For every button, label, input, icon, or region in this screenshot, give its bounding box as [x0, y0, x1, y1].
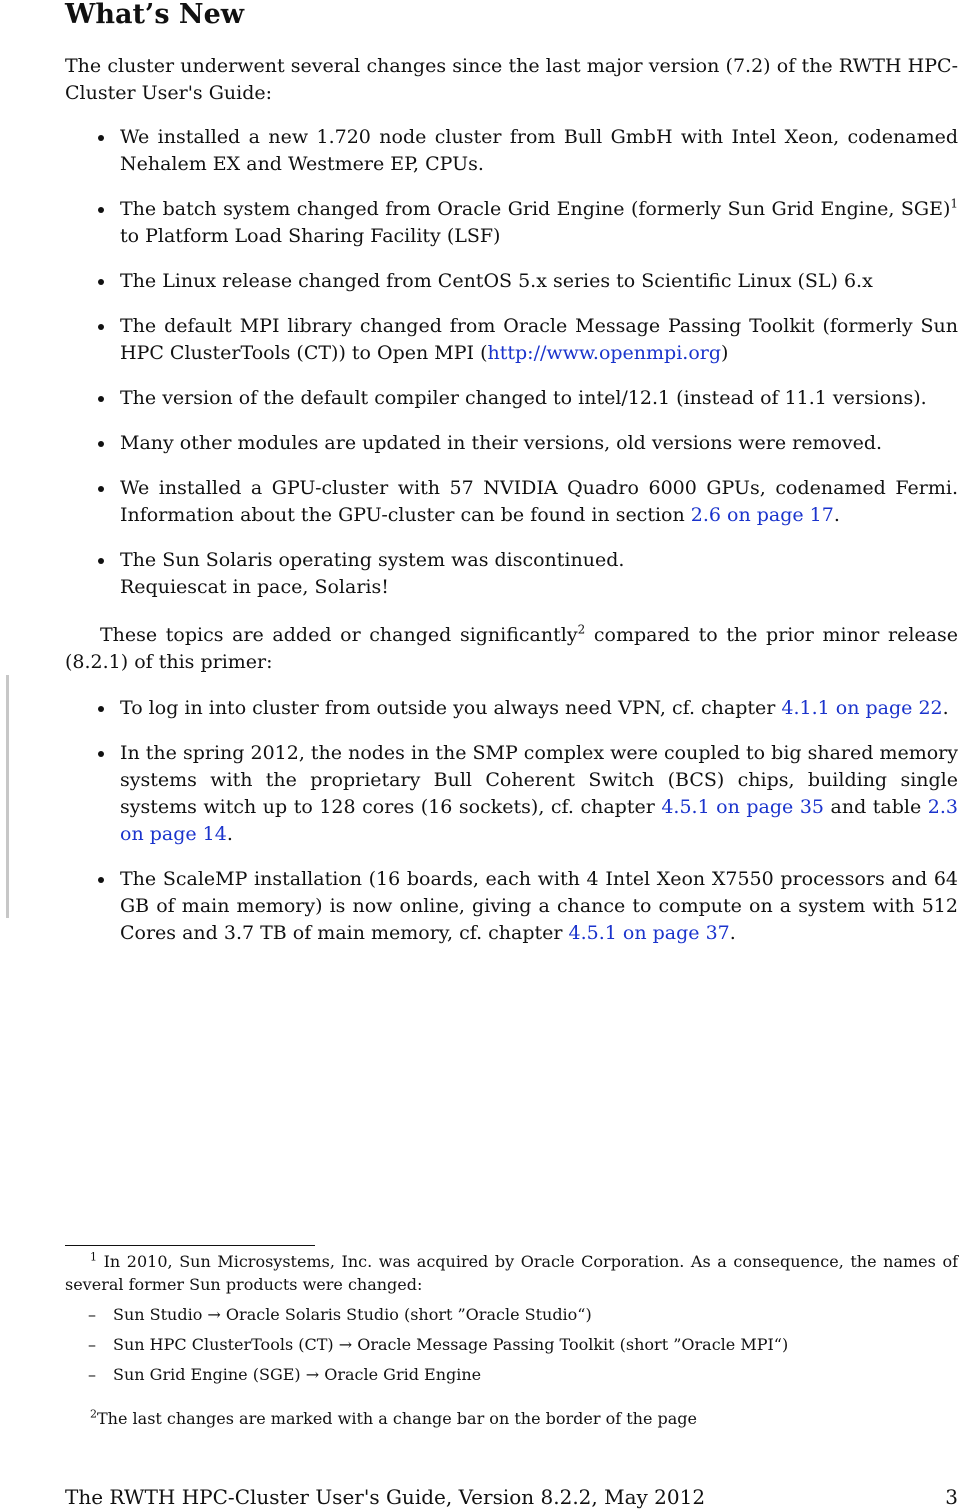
footer-title: The RWTH HPC-Cluster User's Guide, Version 8.2.2, May 2012: [65, 1485, 706, 1509]
topics-intro-text: compared to the prior minor release (8.2.1) of this primer:: [65, 624, 958, 673]
page-footer: [65, 1482, 958, 1512]
list-item-text: The version of the default compiler changed to intel/12.1 (instead of 11.1 versions).: [120, 387, 927, 409]
footnote-1: [65, 1250, 958, 1296]
page-number: 3: [945, 1485, 958, 1509]
list-item-text: .: [226, 823, 233, 845]
list-item: [120, 385, 958, 412]
list-item-text: The batch system changed from Oracle Grid Engine (formerly Sun Grid Engine, SGE): [120, 198, 951, 220]
renamed-products-list: [88, 1300, 788, 1390]
bullet-icon: [98, 135, 104, 141]
footnote-ref[interactable]: 1: [950, 196, 958, 211]
list-item-text: To log in into cluster from outside you always need VPN, cf. chapter: [120, 697, 782, 719]
footnote-number: 1: [90, 1250, 97, 1264]
list-item: [120, 124, 958, 178]
bullet-icon: [98, 324, 104, 330]
bullet-icon: [98, 877, 104, 883]
dash-icon: –: [88, 1335, 96, 1354]
list-item-text: In the spring 2012, the nodes in the SMP complex were coupled to big shared memory systems with the proprietary Bull Coherent Switch (BCS) chips, building single systems witch up to 128 cores (16 sockets), cf. chapter: [120, 742, 958, 818]
list-item: [120, 547, 958, 601]
topics-intro: [65, 622, 958, 676]
list-item-text: The default MPI library changed from Oracle Message Passing Toolkit (formerly Sun HPC ClusterTools (CT)) to Open MPI (: [120, 315, 958, 364]
dash-icon: –: [88, 1305, 96, 1324]
list-item-text: .: [729, 922, 736, 944]
section-link[interactable]: 2.6 on page 17: [690, 504, 834, 526]
list-item-text: Requiescat in pace, Solaris!: [120, 576, 389, 598]
footnote-text: In 2010, Sun Microsystems, Inc. was acquired by Oracle Corporation. As a consequence, the names of several former Sun products were changed:: [65, 1252, 958, 1294]
chapter-link[interactable]: 4.5.1 on page 37: [568, 922, 730, 944]
bullet-icon: [98, 279, 104, 285]
topics-list: [120, 695, 958, 947]
list-item-text: Many other modules are updated in their versions, old versions were removed.: [120, 432, 883, 454]
list-item-text: Sun Studio → Oracle Solaris Studio (short ”Oracle Studio“): [113, 1305, 592, 1324]
list-item: [120, 866, 958, 947]
topics-intro-text: These topics are added or changed significantly: [100, 624, 578, 646]
list-item-text: and table: [824, 796, 928, 818]
changes-list: [120, 124, 958, 601]
table-link[interactable]: 2.3 on page 14: [120, 796, 958, 845]
list-item: [120, 695, 958, 722]
openmpi-link[interactable]: http://www.openmpi.org: [487, 342, 722, 364]
list-item: [120, 475, 958, 529]
list-item-text: Sun HPC ClusterTools (CT) → Oracle Message Passing Toolkit (short ”Oracle MPI“): [113, 1335, 789, 1354]
list-item-text: The Sun Solaris operating system was discontinued.: [120, 549, 625, 571]
list-item-text: The ScaleMP installation (16 boards, each with 4 Intel Xeon X7550 processors and 64 GB of main memory) is now online, giving a chance to compute on a system with 512 Cores and 3.7 TB of main memory, cf. chapter: [120, 868, 958, 944]
bullet-icon: [98, 558, 104, 564]
change-bar: [6, 675, 9, 918]
list-item-text: .: [833, 504, 840, 526]
bullet-icon: [98, 706, 104, 712]
footnote-2: [65, 1407, 958, 1430]
list-item-text: The Linux release changed from CentOS 5.x series to Scientific Linux (SL) 6.x: [120, 270, 873, 292]
chapter-link[interactable]: 4.1.1 on page 22: [781, 697, 943, 719]
list-item-text: We installed a new 1.720 node cluster from Bull GmbH with Intel Xeon, codenamed Nehalem EX and Westmere EP, CPUs.: [120, 126, 958, 175]
page-title: What’s New: [65, 0, 245, 30]
chapter-link[interactable]: 4.5.1 on page 35: [661, 796, 824, 818]
list-item: [120, 268, 958, 295]
bullet-icon: [98, 396, 104, 402]
dash-icon: –: [88, 1365, 96, 1384]
footnote-rule: [65, 1245, 315, 1246]
bullet-icon: [98, 441, 104, 447]
list-item: [120, 313, 958, 367]
bullet-icon: [98, 207, 104, 213]
intro-paragraph: The cluster underwent several changes since the last major version (7.2) of the RWTH HPC-Cluster User's Guide:: [65, 55, 958, 104]
list-item: [120, 740, 958, 848]
list-item-text: We installed a GPU-cluster with 57 NVIDIA Quadro 6000 GPUs, codenamed Fermi. Information about the GPU-cluster can be found in section: [120, 477, 958, 526]
list-item: [88, 1300, 788, 1330]
footnote-ref[interactable]: 2: [577, 622, 586, 637]
footnote-text: The last changes are marked with a change bar on the border of the page: [97, 1409, 698, 1428]
list-item-text: to Platform Load Sharing Facility (LSF): [120, 225, 501, 247]
list-item: [88, 1330, 788, 1360]
list-item: [120, 196, 958, 250]
list-item: [120, 430, 958, 457]
list-item: [88, 1360, 788, 1390]
bullet-icon: [98, 751, 104, 757]
list-item-text: Sun Grid Engine (SGE) → Oracle Grid Engine: [113, 1365, 482, 1384]
list-item-text: .: [942, 697, 949, 719]
list-item-text: ): [721, 342, 729, 364]
footnote-number: 2: [90, 1407, 97, 1421]
bullet-icon: [98, 486, 104, 492]
